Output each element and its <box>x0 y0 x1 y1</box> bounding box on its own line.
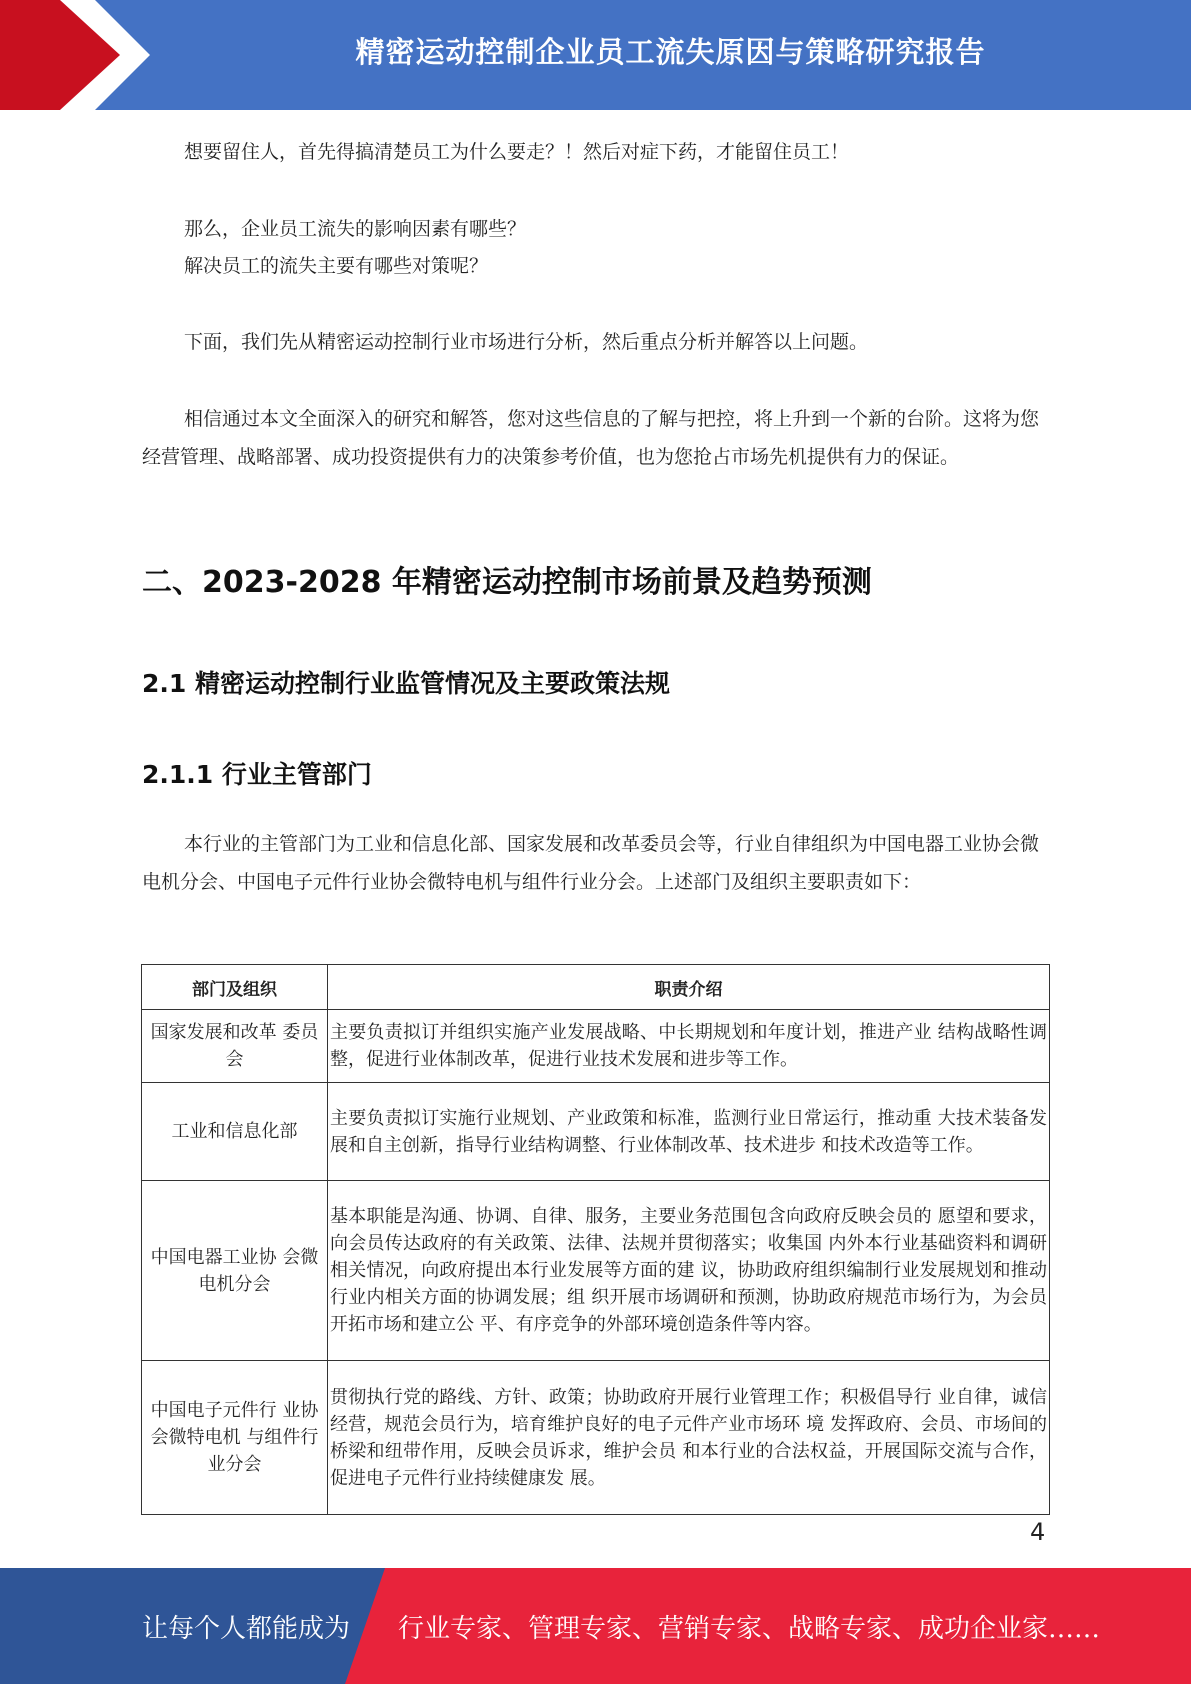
table-row <box>142 1083 1050 1181</box>
report-title: 精密运动控制企业员工流失原因与策略研究报告 <box>355 34 986 69</box>
table-cell-dept: 国家发展和改革 委员会 <box>142 1010 328 1083</box>
table-header-row <box>142 965 1050 1010</box>
intro-paragraph-1: 想要留住人，首先得搞清楚员工为什么要走？！然后对症下药，才能留住员工！ <box>184 141 850 163</box>
table-row <box>142 1181 1050 1361</box>
header-banner <box>0 0 1191 110</box>
section-body-paragraph: 本行业的主管部门为工业和信息化部、国家发展和改革委员会等，行业自律组织为中国电器工业协会微电机分会、中国电子元件行业协会微特电机与组件行业分会。上述部门及组织主要职责如下： <box>142 833 1040 893</box>
table-cell-dept: 中国电器工业协 会微电机分会 <box>142 1181 328 1361</box>
intro-paragraph-4: 下面，我们先从精密运动控制行业市场进行分析，然后重点分析并解答以上问题。 <box>184 331 869 353</box>
intro-paragraph-2: 那么，企业员工流失的影响因素有哪些？ <box>184 218 527 240</box>
table-cell-desc: 贯彻执行党的路线、方针、政策；协助政府开展行业管理工作；积极倡导行 业自律，诚信经营，规范会员行为，培育维护良好的电子元件产业市场环 境 发挥政府、会员、市场间的桥梁和纽带作用，反映会员诉求，维护会员 和本行业的合法权益，开展国际交流与合作，促进电子元件行业持续健康发 展。 <box>328 1361 1050 1515</box>
page-number: 4 <box>1030 1518 1046 1546</box>
table-cell-desc: 主要负责拟订实施行业规划、产业政策和标准，监测行业日常运行，推动重 大技术装备发展和自主创新，指导行业结构调整、行业体制改革、技术进步 和技术改造等工作。 <box>328 1083 1050 1181</box>
footer-banner <box>0 1568 1191 1684</box>
subsection-heading: 2.1 精密运动控制行业监管情况及主要政策法规 <box>142 669 670 698</box>
table-row <box>142 1010 1050 1083</box>
section-heading: 二、2023-2028 年精密运动控制市场前景及趋势预测 <box>142 565 872 600</box>
sub-subsection-heading: 2.1.1 行业主管部门 <box>142 760 372 789</box>
intro-paragraph-5: 相信通过本文全面深入的研究和解答，您对这些信息的了解与把控，将上升到一个新的台阶。这将为您经营管理、战略部署、成功投资提供有力的决策参考价值，也为您抢占市场先机提供有力的保证。 <box>142 408 1040 468</box>
table-cell-dept: 中国电子元件行 业协会微特电机 与组件行业分会 <box>142 1361 328 1515</box>
table-header-dept: 部门及组织 <box>142 965 328 1010</box>
table-cell-dept: 工业和信息化部 <box>142 1083 328 1181</box>
table-cell-desc: 主要负责拟订并组织实施产业发展战略、中长期规划和年度计划，推进产业 结构战略性调整，促进行业体制改革，促进行业技术发展和进步等工作。 <box>328 1010 1050 1083</box>
table-cell-desc: 基本职能是沟通、协调、自律、服务，主要业务范围包含向政府反映会员的 愿望和要求，向会员传达政府的有关政策、法律、法规并贯彻落实；收集国 内外本行业基础资料和调研相关情况，向政府提出本行业发展等方面的建 议，协助政府组织编制行业发展规划和推动行业内相关方面的协调发展；组 织开展市场调研和预测，协助政府规范市场行为，为会员开拓市场和建立公 平、有序竞争的外部环境创造条件等内容。 <box>328 1181 1050 1361</box>
table-row <box>142 1361 1050 1515</box>
footer-slogan-right: 行业专家、管理专家、营销专家、战略专家、成功企业家…… <box>398 1613 1101 1644</box>
intro-paragraph-3: 解决员工的流失主要有哪些对策呢？ <box>184 255 489 277</box>
table-header-duty: 职责介绍 <box>328 965 1050 1010</box>
duty-table <box>141 964 1050 1515</box>
footer-slogan-left: 让每个人都能成为 <box>142 1613 351 1644</box>
